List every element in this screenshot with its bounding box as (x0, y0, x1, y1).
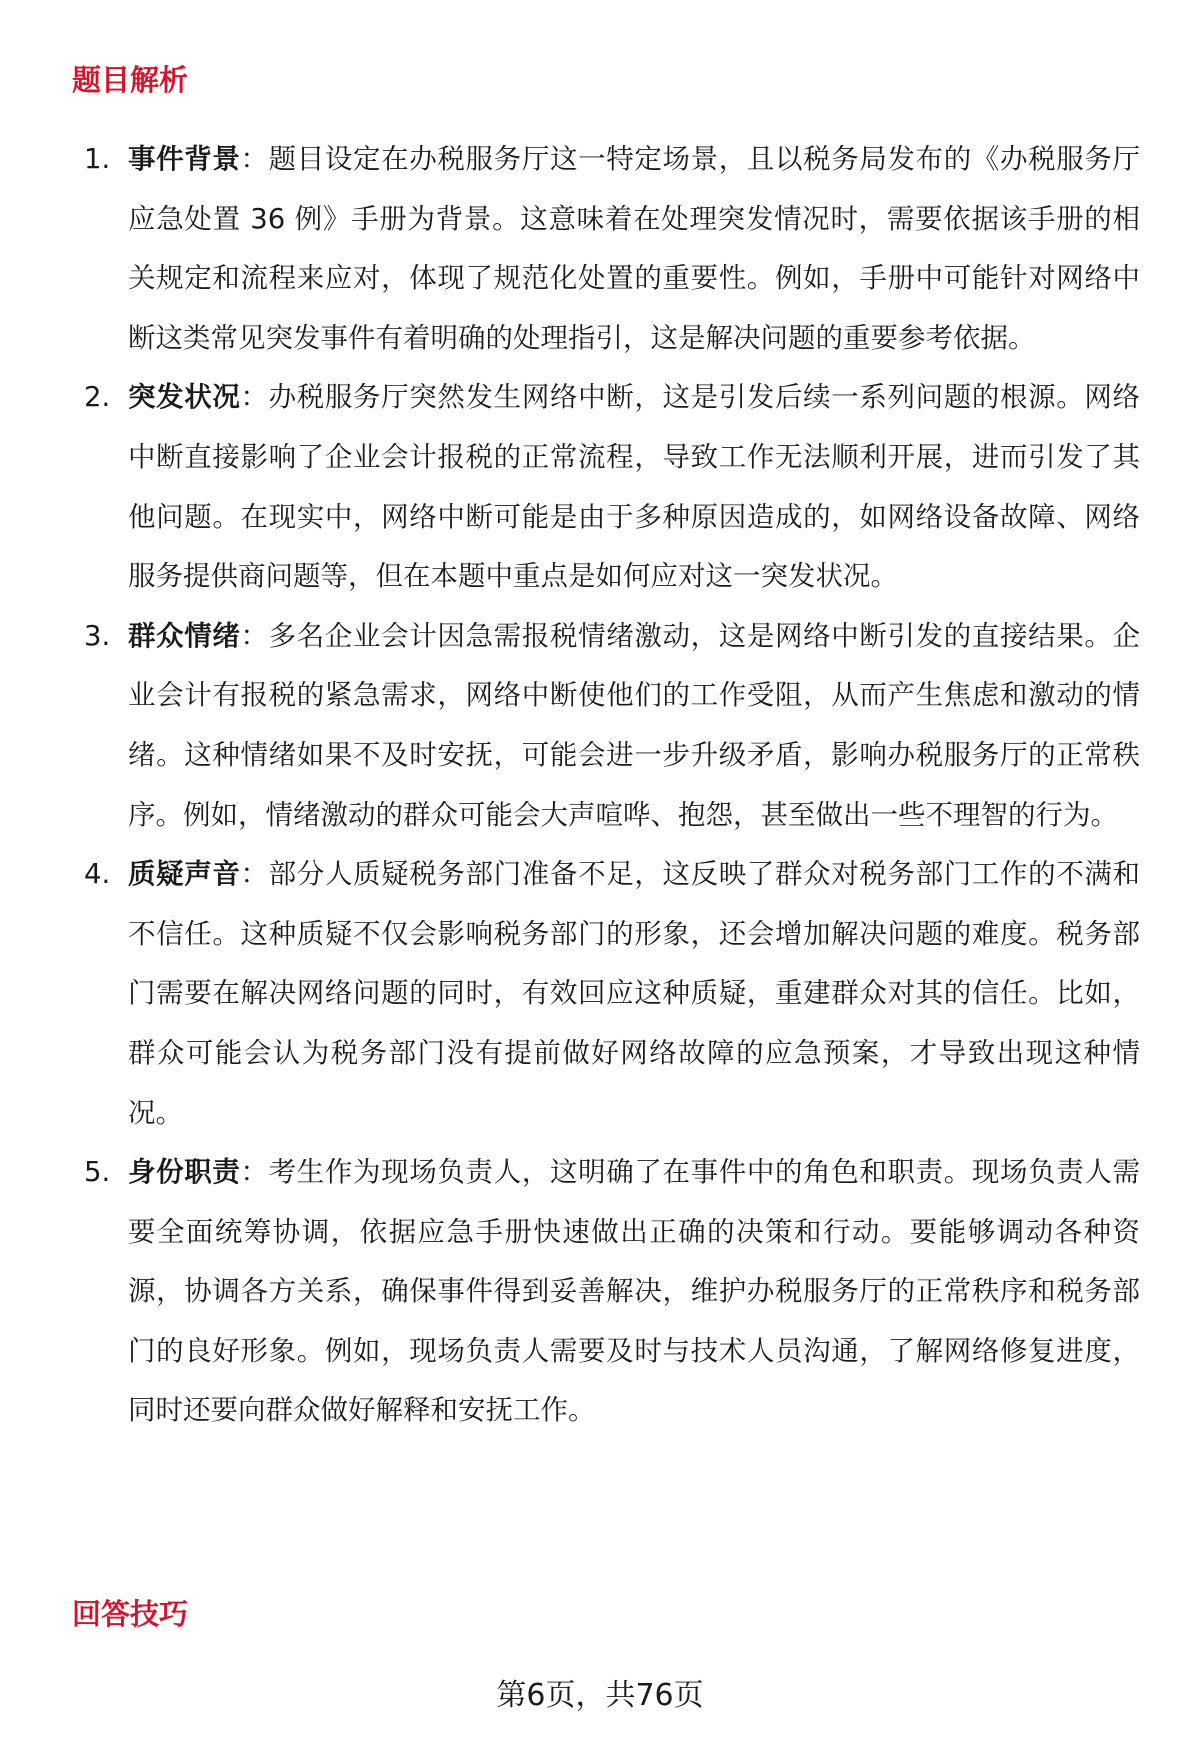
item-separator: ： (240, 143, 269, 175)
item-number: 1. (84, 143, 111, 175)
item-separator: ： (240, 381, 269, 414)
item-text: 办税服务厅突然发生网络中断，这是引发后续一系列问题的根源。网络中断直接影响了企业会计报税的正常流程，导致工作无法顺利开展，进而引发了其他问题。在现实中，网络中断可能是由于多种原因造成的，如网络设备故障、网络服务提供商问题等，但在本题中重点是如何应对这一突发状况。 (128, 381, 1141, 593)
item-separator: ： (240, 619, 269, 652)
item-term: 突发状况 (128, 381, 241, 414)
item-term: 身份职责 (128, 1156, 241, 1189)
item-term: 质疑声音 (128, 858, 241, 891)
item-text: 考生作为现场负责人，这明确了在事件中的角色和职责。现场负责人需要全面统筹协调，依据应急手册快速做出正确的决策和行动。要能够调动各种资源，协调各方关系，确保事件得到妥善解决，维护办税服务厅的正常秩序和税务部门的良好形象。例如，现场负责人需要及时与技术人员沟通，了解网络修复进度，同时还要向群众做好解释和安抚工作。 (128, 1156, 1141, 1427)
item-text: 多名企业会计因急需报税情绪激动，这是网络中断引发的直接结果。企业会计有报税的紧急需求，网络中断使他们的工作受阻，从而产生焦虑和激动的情绪。这种情绪如果不及时安抚，可能会进一步升级矛盾，影响办税服务厅的正常秩序。例如，情绪激动的群众可能会大声喧哗、抱怨，甚至做出一些不理智的行为。 (128, 619, 1141, 831)
item-separator: ： (240, 858, 269, 891)
item-number: 5. (84, 1156, 111, 1189)
list-item (0, 1143, 1200, 1441)
section-title-analysis: 题目解析 (72, 63, 189, 97)
item-text: 部分人质疑税务部门准备不足，这反映了群众对税务部门工作的不满和不信任。这种质疑不仅会影响税务部门的形象，还会增加解决问题的难度。税务部门需要在解决网络问题的同时，有效回应这种质疑，重建群众对其的信任。比如，群众可能会认为税务部门没有提前做好网络故障的应急预案，才导致出现这种情况。 (128, 858, 1141, 1129)
list-item (0, 845, 1200, 1143)
list-item (0, 130, 1200, 368)
item-number: 4. (84, 858, 111, 891)
item-number: 3. (84, 619, 111, 652)
section-title-tips: 回答技巧 (72, 1597, 189, 1631)
item-term: 事件背景 (128, 143, 241, 175)
item-text: 题目设定在办税服务厅这一特定场景，且以税务局发布的《办税服务厅应急处置 36 例》手册为背景。这意味着在处理突发情况时，需要依据该手册的相关规定和流程来应对，体现了规范化处置的重要性。例如，手册中可能针对网络中断这类常见突发事件有着明确的处理指引，这是解决问题的重要参考依据。 (128, 143, 1141, 354)
item-number: 2. (84, 381, 111, 414)
list-item (0, 368, 1200, 606)
list-item (0, 607, 1200, 845)
item-term: 群众情绪 (128, 619, 241, 652)
page-number: 第6页，共76页 (496, 1678, 704, 1713)
analysis-list (0, 130, 1200, 1441)
item-separator: ： (240, 1156, 269, 1189)
